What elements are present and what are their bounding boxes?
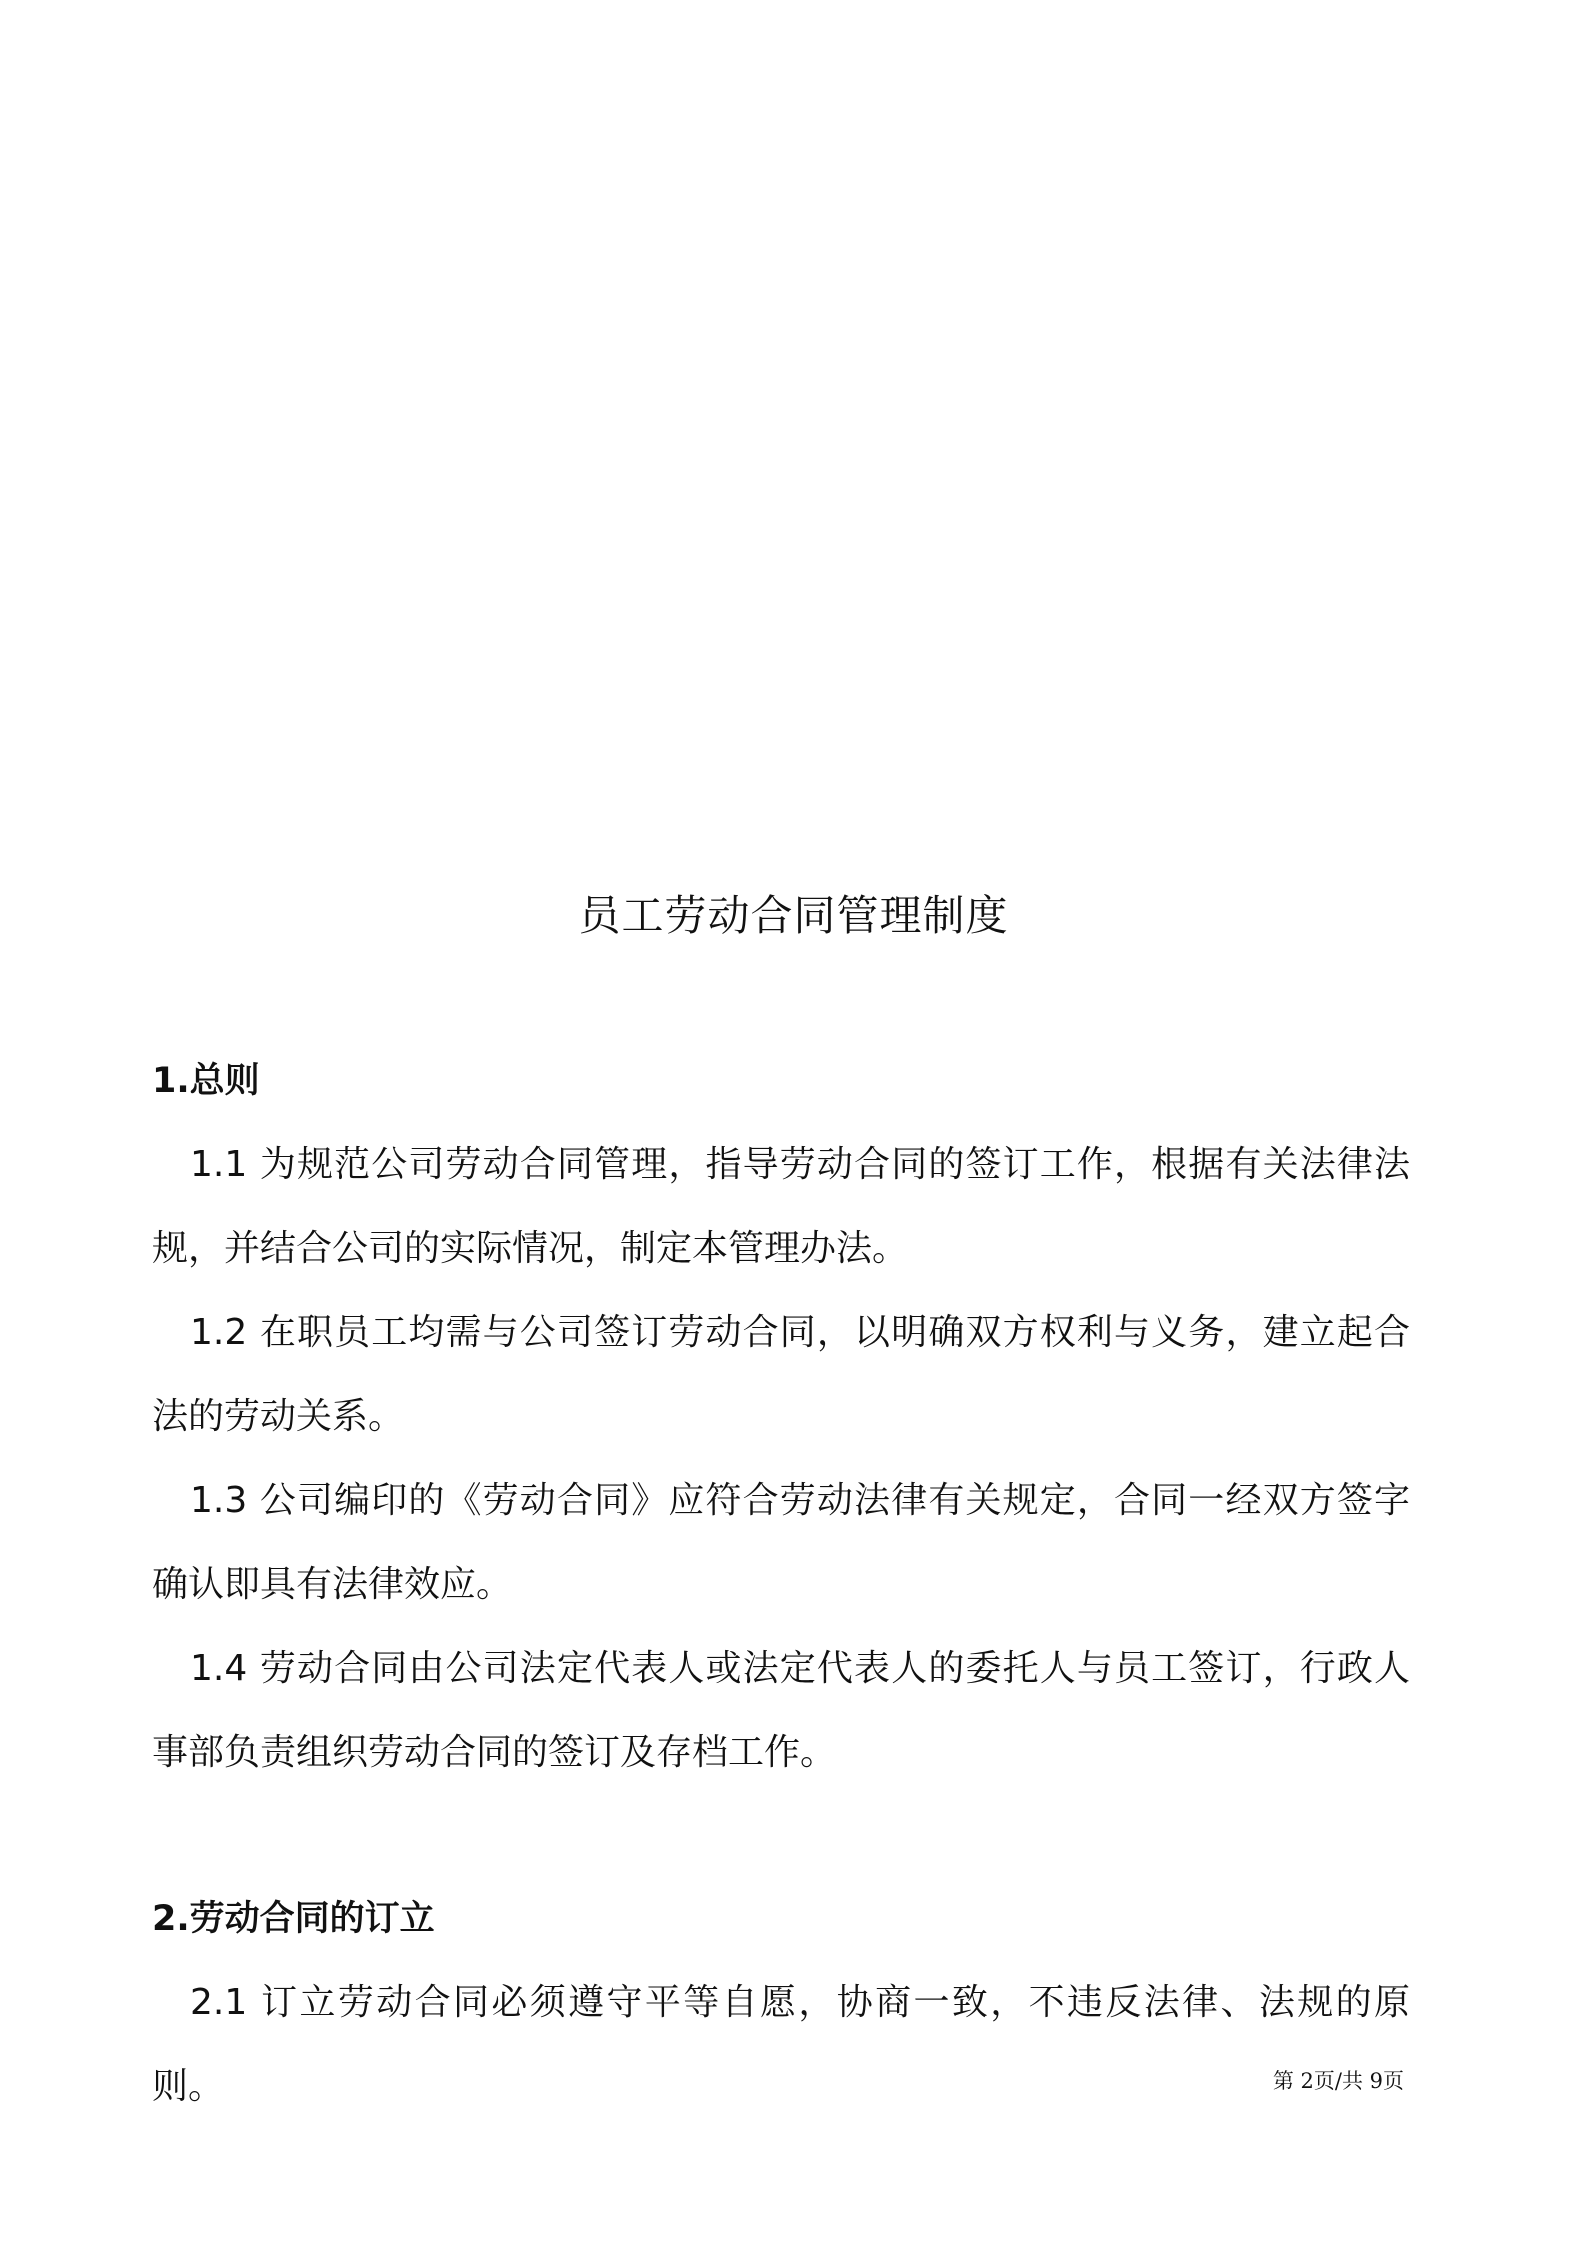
paragraph-1-3: 1.3 公司编印的《劳动合同》应符合劳动法律有关规定，合同一经双方签字确认即具有法律效应。 (152, 1480, 1410, 1605)
paragraph-2-1: 2.1 订立劳动合同必须遵守平等自愿，协商一致，不违反法律、法规的原则。 (152, 1982, 1410, 2107)
paragraph-1-2: 1.2 在职员工均需与公司签订劳动合同，以明确双方权利与义务，建立起合法的劳动关系。 (152, 1312, 1410, 1437)
paragraph-1-1: 1.1 为规范公司劳动合同管理，指导劳动合同的签订工作，根据有关法律法规，并结合公司的实际情况，制定本管理办法。 (152, 1144, 1410, 1269)
section-heading-general: 1.总则 (152, 1061, 260, 1101)
paragraph-1-4: 1.4 劳动合同由公司法定代表人或法定代表人的委托人与员工签订，行政人事部负责组织劳动合同的签订及存档工作。 (152, 1648, 1410, 1773)
page-title: 员工劳动合同管理制度 (578, 891, 1009, 940)
page-number-footer: 第 2页/共 9页 (1272, 2069, 1404, 2093)
section-heading-contract-formation: 2.劳动合同的订立 (152, 1899, 435, 1939)
